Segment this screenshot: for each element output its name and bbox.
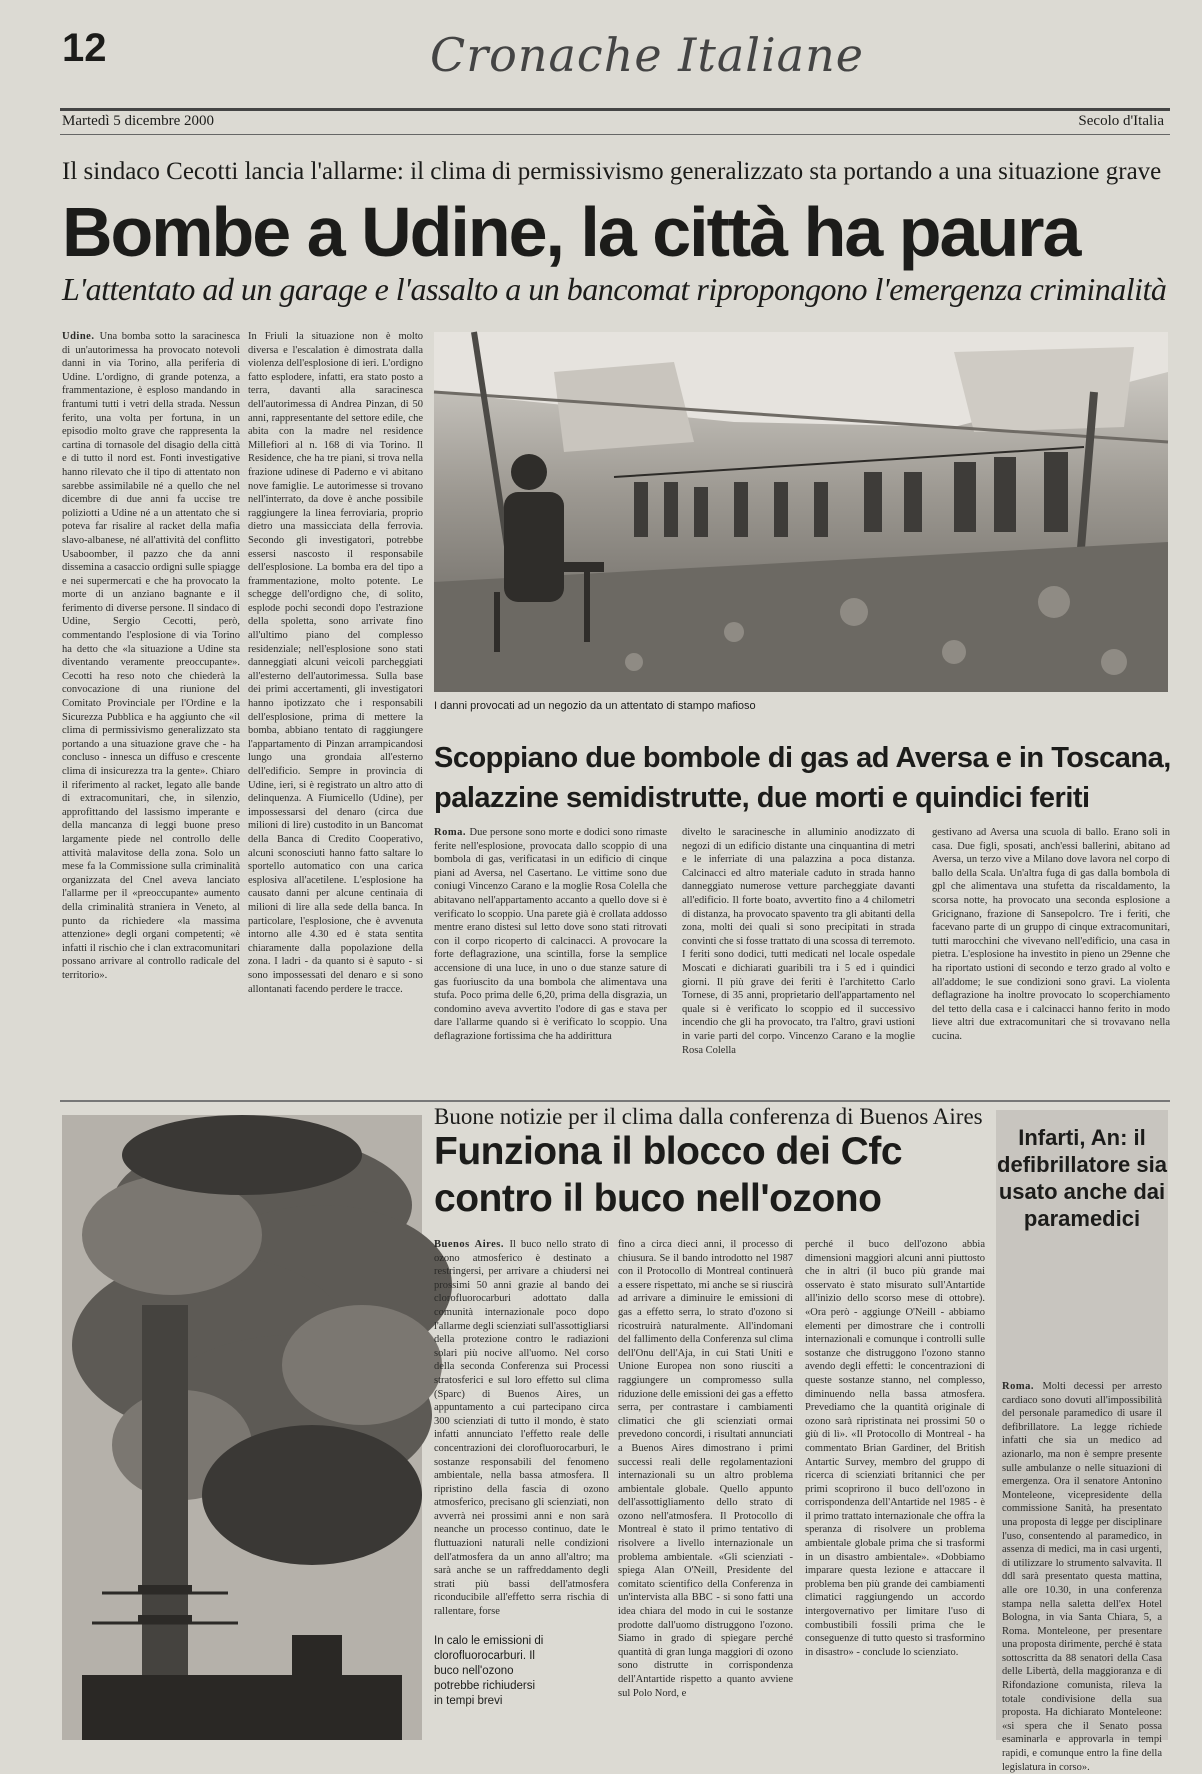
newspaper-name: Secolo d'Italia [1078, 113, 1164, 129]
ozone-kicker: Buone notizie per il clima dalla conferenza di Buenos Aires [434, 1104, 983, 1129]
sidebar-headline: Infarti, An: il defibrillatore sia usato anche dai paramedici [997, 1125, 1167, 1231]
gas-story-column-1 [434, 826, 667, 1096]
main-kicker: Il sindaco Cecotti lancia l'allarme: il clima di permissivismo generalizzato sta portando a una situazione grave [62, 158, 1162, 185]
section-title: Cronache Italiane [430, 28, 864, 82]
photo-caption: I danni provocati ad un negozio da un attentato di stampo mafioso [434, 700, 756, 712]
main-subhead: L'attentato ad un garage e l'assalto a un bancomat ripropongono l'emergenza criminalità [62, 271, 1167, 307]
masthead-rule-lower [60, 134, 1170, 135]
ozone-story-column-2 [618, 1238, 793, 1738]
ozone-story-text-1: Il buco nello strato di ozono atmosferico è destinato a restringersi, per arrivare a chiudersi nei prossimi 50 anni grazie al bando dei clorofluorocarburi adottato dalla comunità internazionale poco dopo l'allarme degli scienziati sull'assottigliarsi della protezione contro le radiazioni solari più nocive all'uomo. Nel corso della seconda Conferenza sui Processi stratosferici e sul loro effetto sul clima (Sparc) di Buenos Aires, un appuntamento a cui partecipano circa 300 scienziati di tutto il mondo, è stato infatti annunciato l'effetto reale delle concentrazioni dei clorofluorocarburi, le sostanze responsabili del fenomeno ambientale, nella bassa atmosfera. Il ripristino della fascia di ozono atmosferico, precisano gli scienziati, non avverrà nei prossimi anni e non sarà neanche un processo continuo, date le fluttuazioni naturali nelle condizioni dell'atmosfera da un anno all'altro; ma sarà anche se un raffreddamento degli strati più bassi dell'atmosfera riconducibile all'effetto serra rischia di rallentare, forse [434, 1239, 609, 1618]
ozone-story-column-3 [805, 1238, 985, 1738]
gas-story-text-2: divelto le saracinesche in alluminio anodizzato di negozi di un edificio distante una cinquantina di metri e le inferriate di una palazzina a poca distanza. Calcinacci ed altro materiale caduto in strada hanno danneggiato numerose vetture parcheggiate davanti all'edificio. Il forte boato, avvertito fino a 4 chilometri di distanza, ha provocato spavento tra gli abitanti della zona, molti dei quali si sono precipitati in strada convinti che si fosse trattato di una scossa di terremoto. I feriti sono dodici, tutti medicati nel locale ospedale Moscati e dichiarati guaribili tra i 5 ed i quindici giorni. Il più grave dei feriti è l'architetto Carlo Tornese, di 35 anni, proprietario dell'appartamento nel quale si è verificato lo scoppio ed il successivo incendio che gli ha provocato, tra l'altro, gravi ustioni in varie parti del corpo. Vincenzo Carano e la moglie Rosa Colella [682, 827, 915, 1056]
sidebar-text: Molti decessi per arresto cardiaco sono dovuti all'impossibilità del personale paramedico di usare il defibrillatore. La legge richiede infatti che sia un medico ad azionarlo, ma non è sempre presente sulle ambulanze o nelle situazioni di emergenza. Ora il senatore Antonino Monteleone, vicepresidente della commissione Sanità, ha presentato una proposta di legge per disciplinare l'uso, consentendo al paramedico, in assenza di medici, ma in casi urgenti, di utilizzare lo strumento salvavita. Il ddl sarà presentato questa mattina, alle ore 10.30, in una conferenza stampa nella saletta dell'ex Hotel Bologna, in via Santa Chiara, 5, a Roma. Monteleone, per presentare una proposta dirimente, perché è stata sottoscritta da 88 senatori della Casa delle Libertà, della maggioranza e di Rifondazione comunista, rileva la totale condivisione della sua proposta. Ha dichiarato Monteleone: «si spera che il Senato possa esaminarla e approvarla in tempi rapidi, e comunque entro la fine della legislatura in corso». [1002, 1381, 1162, 1773]
main-story-text-2: In Friuli la situazione non è molto diversa e l'escalation è dimostrata dalla violenza dell'esplosione di ieri. L'ordigno fatto esplodere, infatti, era stato posto a terra, davanti alla saracinesca dell'autorimessa di Andrea Pinzan, di 50 anni, rappresentante del settore edile, che abita con la madre nel residence Millefiori al n. 168 di via Torino. Il Residence, che ha tre piani, si trova nella frazione udinese di Paderno e vi abitano nove famiglie. Le autorimesse si trovano nell'interrato, da dove è anche possibile raggiungere la linea ferroviaria, proprio dietro una massicciata della ferrovia. Secondo gli investigatori, potrebbe essersi nascosto il responsabile dell'esplosione. La bomba era del tipo a frammentazione, molto potente. Le schegge dell'ordigno che, di solito, esplode pochi secondi dopo l'estrazione della spoletta, sono arrivate fino all'ultimo piano del complesso residenziale; nell'esplosione sono stati danneggiati alcuni veicoli parcheggiati all'esterno dell'autorimessa. Sulla base dei primi accertamenti, gli investigatori hanno ipotizzato che i responsabili dell'esplosione, prima di mettere la bomba, abbiano tentato di raggiungere l'appartamento di Pinzan arrampicandosi lungo una grondaia all'esterno dell'edificio. Sempre in provincia di Udine, ieri, si è registrato un altro atto di delinquenza. A Fiumicello (Udine), per impossessarsi del denaro (circa due milioni di lire) custodito in un Bancomat della Banca di Credito Cooperativo, alcuni sconosciuti hanno fatto saltare lo sportello automatico con una carica esplosiva all'acetilene. L'esplosione ha causato danni per alcune centinaia di milioni di lire alla sede della banca. In particolare, l'esplosione, che è avvenuta intorno alle 4.30 ed è stata sentita chiaramente dalla popolazione della zona. I ladri - da quanto si è saputo - si sono impossessati del denaro e si sono allontanati facendo perdere le tracce. [248, 331, 423, 995]
sidebar-dateline: Roma. [1002, 1381, 1043, 1392]
main-story-column-1 [62, 330, 240, 1095]
sidebar-body [1002, 1380, 1162, 1773]
issue-date: Martedì 5 dicembre 2000 [62, 113, 215, 129]
dateline: Udine. [62, 331, 100, 342]
ozone-pullquote: In calo le emissioni di clorofluorocarburi. Il buco nell'ozono potrebbe richiudersi in tempi brevi [434, 1635, 544, 1707]
ozone-headline: Funziona il blocco dei Cfc contro il buco nell'ozono [434, 1130, 903, 1220]
main-story-column-2 [248, 330, 423, 1095]
main-headline: Bombe a Udine, la città ha paura [62, 193, 1080, 271]
bomb-damage-photo [434, 332, 1168, 692]
ozone-story-text-2: fino a circa dieci anni, il processo di chiusura. Se il bando introdotto nel 1987 con il Protocollo di Montreal continuerà a essere rispettato, mi anche se si riuscirà ad arrivare a diminuire le emissioni di gas a effetto serra, lo strato d'ozono si ricostruirà naturalmente. All'indomani del fallimento della Conferenza sul clima dell'Onu dell'Aja, in cui Stati Uniti e Unione Europea non sono riusciti a raggiungere un compromesso sulla riduzione delle emissioni dei gas a effetto serra, per contrastare i cambiamenti climatici che gli scienziati ormai prevedono concordi, i risultati annunciati a Buenos Aires dimostrano i primi successi reali delle regolamentazioni internazionali su un altro problema ambientale globale. Quello appunto dell'assottigliamento dello strato di ozono nell'atmosfera. Il Protocollo di Montreal è stato il primo tentativo di risolvere a livello internazionale un problema ambientale. «Gli scienziati - spiega Alan O'Neill, Presidente del comitato scientifico della Conferenza in un'intervista alla BBC - si sono fatti una idea chiara del modo in cui le sostanze prodotte dall'uomo distruggono l'ozono. Siamo in grado di spiegare perché quantità di gran lunga maggiori di ozono sono distrutte in corrispondenza dell'Antartide rispetto a quanto avviene sul Polo Nord, e [618, 1239, 793, 1699]
gas-dateline: Roma. [434, 827, 470, 838]
gas-story-text-1: Due persone sono morte e dodici sono rimaste ferite nell'esplosione, provocata dallo scoppio di una bombola di gas, verificatasi in un edificio di cinque piani ad Aversa, nel Casertano. Le vittime sono due coniugi Vincenzo Carano e la moglie Rosa Colella che abitavano nell'appartamento accanto a quello dove si è verificato lo scoppio. Una parete già è crollata addosso mentre erano distesi sul letto dove sono stati ritrovati con il corpo ricoperto di calcinacci. A provocare la forte deflagrazione, una scintilla, forse la semplice accensione di una luce, in uno o due stanze sature di gas fuoriuscito da una bombola che alimentava una stufa. Poco prima delle 6,20, prima della disgrazia, un condomino aveva avvertito l'odore di gas e stava per dare l'allarme quando si è verificato lo scoppio. Una deflagrazione fortissima che ha addirittura [434, 827, 667, 1042]
factory-chimney-illustration [62, 1115, 422, 1740]
factory-smoke-photo [62, 1115, 422, 1740]
defibrillator-sidebar [996, 1110, 1168, 1773]
ozone-story-text-3: perché il buco dell'ozono abbia dimensioni maggiori alcuni anni piuttosto che in altri (il buco più grande mai osservato è stato misurato sull'Antartide all'inizio dello scorso mese di ottobre). «Ora però - aggiunge O'Neill - abbiamo elementi per dimostrare che i controlli internazionali e comunque i controlli sulle sostanze che distruggono l'ozono stanno avendo degli effetti: le concentrazioni di queste sostanze stanno, nel complesso, diminuendo nella bassa atmosfera. Prevediamo che la quantità originale di ozono sarà ripristinata nei prossimi 50 o giù di lì». «Il Protocollo di Montreal - ha commentato Brian Gardiner, del British Antartic Survey, membro del gruppo di ricerca di scienziati britannici che per primi scoprirono il buco dell'ozono in corrispondenza dell'Antartide nel 1985 - è il primo trattato internazionale che offra la speranza di risolvere un problema ambientale globale prima che si trasformi in un disastro ambientale». «Dobbiamo imparare questa lezione e attaccare il problema ben più grande dei cambiamenti climatici raggiungendo un accordo intergovernativo per limitare l'uso di combustibili fossili prima che le conseguenze di tutto questo si trasformino in disastro» - conclude lo scienziato. [805, 1239, 985, 1658]
ozone-story-column-1 [434, 1238, 609, 1622]
ozone-dateline: Buenos Aires. [434, 1239, 510, 1250]
gas-story-column-2 [682, 826, 915, 1096]
page-number: 12 [62, 26, 107, 70]
section-divider [60, 1100, 1170, 1102]
gas-story-text-3: gestivano ad Aversa una scuola di ballo. Erano soli in casa. Due figli, sposati, anch'essi ballerini, abitano ad Aversa, un terzo vive a Milano dove lavora nel corpo di ballo della Scala. Un'altra fuga di gas dalla bombola di gpl che alimentava una stufetta da riscaldamento, la scorsa notte, ha provocato una seconda esplosione a Gricignano, frazione di Sansepolcro. Tre i feriti, che facevano parte di un gruppo di cinque extracomunitari, tutti marocchini che vivevano nell'edificio, una casa in pietra. L'esplosione ha investito in pieno un 29enne che ha riportato ustioni di secondo e terzo grado al volto e all'addome; le sue condizioni sono gravi. La violenta deflagrazione ha inoltre provocato lo scoperchiamento del tetto della casa e i calcinacci hanno ferito in modo lieve altri due extracomunitari che si trovavano nella cucina. [932, 827, 1170, 1042]
bomb-damage-illustration [434, 332, 1168, 692]
gas-story-headline: Scoppiano due bombole di gas ad Aversa e in Toscana, palazzine semidistrutte, due morti e quindici feriti [434, 742, 1171, 814]
gas-story-column-3 [932, 826, 1170, 1096]
main-story-text-1: Una bomba sotto la saracinesca di un'autorimessa ha provocato notevoli danni in via Torino, alla periferia di Udine. L'ordigno, di grande potenza, a frammentazione, è esploso mandando in frantumi tutti i vetri della strada. Nessun ferito, una volta per fortuna, in un episodio molto grave che rappresenta la cartina di tornasole del disagio della città e di tutto il nord est. Fonti investigative hanno rilevato che il tipo di attentato non sarebbe assimilabile né a quello che nel dicembre di due anni fa uccise tre poliziotti a Udine né a un attentato che si poteva far risalire al racket della mafia slavo-albanese, né all'attività del conflitto Usaboomber, il pazzo che da anni dissemina a casaccio ordigni sulle spiagge e nei supermercati e che ha provocato la morte di un anziano bagnante e il ferimento di diverse persone. Il sindaco di Udine, Sergio Cecotti, però, commentando l'esplosione di via Torino ha detto che «la situazione a Udine sta diventando veramente preoccupante». Cecotti ha reso noto che chiederà la convocazione di una riunione del Comitato Provinciale per l'Ordine e la Sicurezza Pubblica e ha aggiunto che «il clima di permissivismo generalizzato sta portando a una situazione grave che - ha concluso - innesca un diffuso e crescente clima di insicurezza tra la gente». Chiaro il riferimento al racket, legato alle bande di extracomunitari, che, in silenzio, approfittando del lassismo imperante e della mancanza di leggi buone preso largamente piede nel controllo delle attività malavitose della zona. Solo un mese fa la Commissione sulla criminalità organizzata del Cnel aveva lanciato l'allarme per il «preoccupante» aumento della criminalità straniera in Veneto, al punto da richiedere «la massima attenzione» degli organi competenti; «è infatti il rischio che i clan extracomunitari possano arrivare al controllo radicale del territorio». [62, 331, 241, 981]
masthead-rule [60, 108, 1170, 111]
